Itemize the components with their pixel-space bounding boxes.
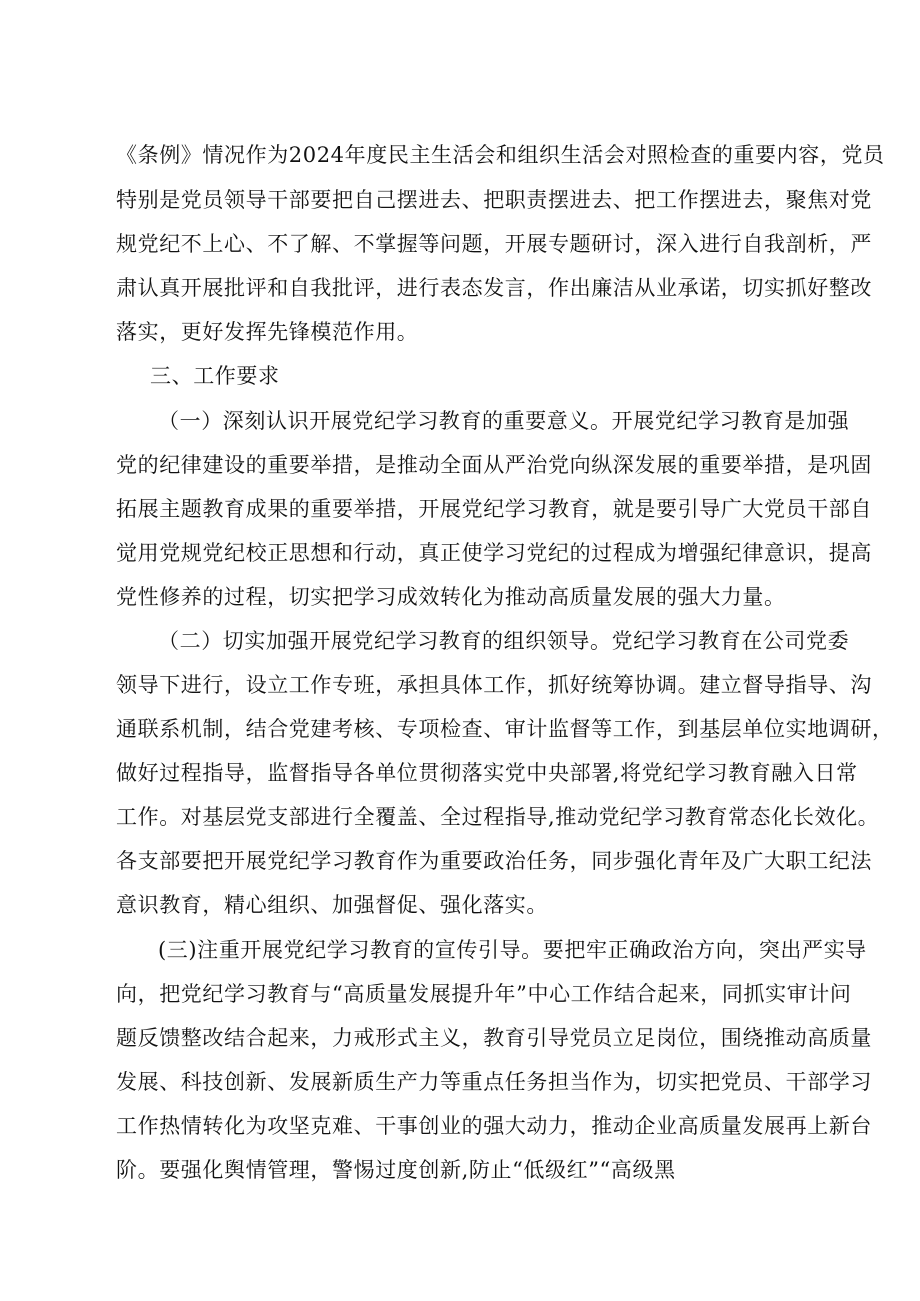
- text-line: 工作。对基层党支部进行全覆盖、全过程指导,推动党纪学习教育常态化长效化。: [116, 805, 880, 829]
- text-line: 党的纪律建设的重要举措，是推动全面从严治党向纵深发展的重要举措，是巩固: [116, 453, 872, 477]
- text-line: 肃认真开展批评和自我批评，进行表态发言，作出廉洁从业承诺，切实抓好整改: [116, 276, 872, 300]
- text-line: 规党纪不上心、不了解、不掌握等问题，开展专题研讨，深入进行自我剖析，严: [116, 232, 872, 256]
- text-line: 通联系机制，结合党建考核、专项检查、审计监督等工作，到基层单位实地调研，: [116, 717, 894, 741]
- paragraph-heading-line: (三)注重开展党纪学习教育的宣传引导。要把牢正确政治方向，突出严实导: [158, 938, 867, 962]
- text-line: 工作热情转化为攻坚克难、干事创业的强大动力，推动企业高质量发展再上新台: [116, 1114, 872, 1138]
- text-line: 党性修养的过程，切实把学习成效转化为推动高质量发展的强大力量。: [116, 585, 786, 609]
- text-line: 发展、科技创新、发展新质生产力等重点任务担当作为，切实把党员、干部学习: [116, 1070, 872, 1094]
- text-line: 做好过程指导，监督指导各单位贯彻落实党中央部署,将党纪学习教育融入日常: [116, 761, 858, 785]
- section-heading: 三、工作要求: [150, 364, 280, 388]
- text-line: 拓展主题教育成果的重要举措，开展党纪学习教育，就是要引导广大党员干部自: [116, 497, 872, 521]
- text-line: 领导下进行，设立工作专班，承担具体工作，抓好统筹协调。建立督导指导、沟: [116, 673, 872, 697]
- text-line: 《条例》情况作为2024年度民主生活会和组织生活会对照检查的重要内容，党员: [116, 143, 885, 167]
- text-line: 阶。要强化舆情管理，警惕过度创新,防止“低级红”“高级黑: [116, 1158, 676, 1182]
- text-line: 题反馈整改结合起来，力戒形式主义，教育引导党员立足岗位，围绕推动高质量: [116, 1026, 872, 1050]
- text-line: 觉用党规党纪校正思想和行动，真正使学习党纪的过程成为增强纪律意识，提高: [116, 541, 872, 565]
- paragraph-heading-line: （二）切实加强开展党纪学习教育的组织领导。党纪学习教育在公司党委: [158, 629, 850, 653]
- paragraph-heading-line: （一）深刻认识开展党纪学习教育的重要意义。开展党纪学习教育是加强: [158, 409, 850, 433]
- text-line: 落实，更好发挥先锋模范作用。: [116, 320, 419, 344]
- text-line: 各支部要把开展党纪学习教育作为重要政治任务，同步强化青年及广大职工纪法: [116, 849, 872, 873]
- text-line: 特别是党员领导干部要把自己摆进去、把职责摆进去、把工作摆进去，聚焦对党: [116, 188, 872, 212]
- text-line: 意识教育，精心组织、加强督促、强化落实。: [116, 893, 548, 917]
- text-line: 向，把党纪学习教育与“高质量发展提升年”中心工作结合起来，同抓实审计问: [116, 982, 852, 1006]
